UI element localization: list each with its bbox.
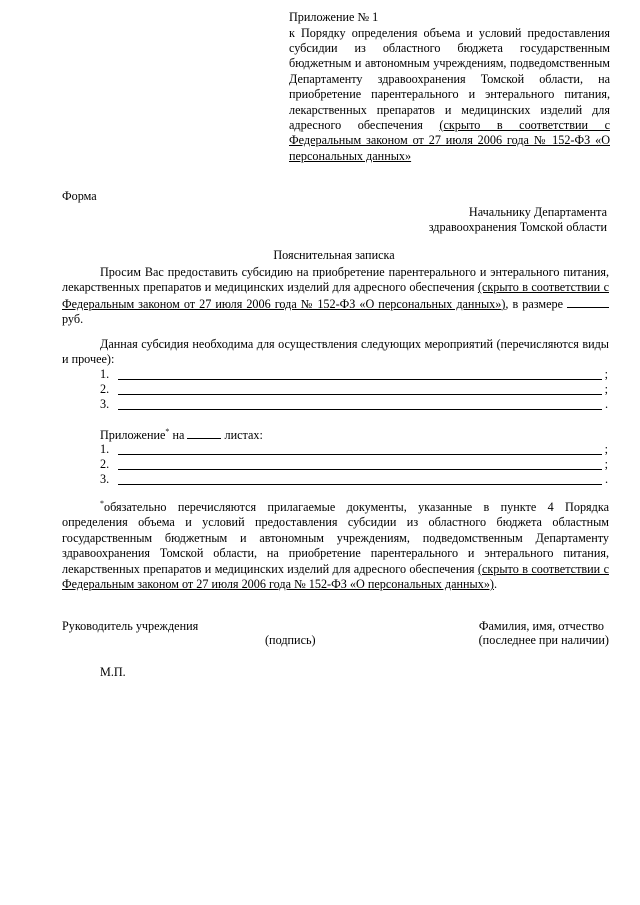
appendix-privacy-link[interactable]: (скрыто в соответствии с Федеральным законом от 27 июля 2006 года № 152-ФЗ «О персональных данных» [289, 117, 610, 163]
purpose-line-rule[interactable] [118, 379, 602, 380]
stamp-label: М.П. [100, 665, 126, 679]
request-privacy-link[interactable]: (скрыто в соответствии с Федеральным законом от 27 июля 2006 года № 152-ФЗ «О персональных данных») [62, 280, 609, 311]
request-amount-prefix: , в размере [505, 296, 563, 311]
signature-name-label: Фамилия, имя, отчество [478, 619, 604, 633]
sheets-count-field[interactable] [187, 427, 221, 439]
attachment-line-2[interactable] [100, 457, 608, 472]
footnote-mark: * [100, 498, 104, 508]
appendix-body-text: к Порядку определения объема и условий предоставления субсидии из областного бюджета государственным бюджетным и автономным учреждениям, подведомственным Департаменту здравоохранения Томской области, на приобретение парентерального и энтерального питания, лекарственных препаратов и медицинских изделий для адресного обеспечения [289, 25, 610, 132]
attachment-sheets: листах: [224, 428, 263, 442]
footnote-privacy-link[interactable]: (скрыто в соответствии с Федеральным законом от 27 июля 2006 года № 152-ФЗ «О персональных данных») [62, 561, 609, 592]
attachment-line-number: 2. [100, 457, 110, 471]
attachment-line-rule[interactable] [118, 469, 602, 470]
appendix-title: Приложение № 1 [289, 10, 379, 24]
attachment-line-end: ; [604, 442, 608, 456]
request-paragraph [62, 265, 609, 328]
attachment-line-number: 1. [100, 442, 110, 456]
purpose-line-2[interactable] [100, 382, 608, 397]
signature-head: Руководитель учреждения [62, 619, 199, 633]
attachment-footnote-mark: * [165, 426, 170, 436]
purpose-line-number: 2. [100, 382, 110, 396]
attachment-line-rule[interactable] [118, 454, 602, 455]
attachment-header [100, 427, 263, 443]
request-text: Просим Вас предоставить субсидию на приобретение парентерального и энтерального питания, лекарственных препаратов и медицинских изделий для адресного обеспечения [62, 265, 609, 295]
purpose-line-end: ; [604, 367, 608, 381]
purpose-line-number: 3. [100, 397, 110, 411]
purpose-line-rule[interactable] [118, 394, 602, 395]
attachment-line-end: ; [604, 457, 608, 471]
attachment-on: на [172, 428, 185, 442]
purpose-line-rule[interactable] [118, 409, 602, 410]
purpose-line-end: ; [604, 382, 608, 396]
page-title: Пояснительная записка [273, 248, 395, 262]
amount-field[interactable] [567, 296, 609, 308]
appendix-body [289, 26, 610, 165]
attachment-line-end: . [604, 472, 608, 486]
purpose-line-3[interactable] [100, 397, 608, 412]
signature-hint: (подпись) [265, 633, 316, 647]
purpose-line-end: . [604, 397, 608, 411]
purpose-paragraph [62, 337, 609, 368]
addressee-line-1: Начальнику Департамента [468, 205, 607, 219]
attachment-line-number: 3. [100, 472, 110, 486]
request-amount-suffix: руб. [62, 312, 84, 327]
attachment-line-rule[interactable] [118, 484, 602, 485]
attachment-line-3[interactable] [100, 472, 608, 487]
purpose-line-1[interactable] [100, 367, 608, 382]
footnote-end: . [493, 577, 498, 592]
attachment-line-1[interactable] [100, 442, 608, 457]
footnote-paragraph [62, 500, 609, 592]
footnote-text: обязательно перечисляются прилагаемые документы, указанные в пункте 4 Порядка определения объема и условий предоставления субсидии из областного бюджета областным государственным бюджетным и автономным учреждениям, подведомственным Департаменту здравоохранения Томской области, на приобретение парентерального и энтерального питания, лекарственных препаратов и медицинских изделий для адресного обеспечения [62, 500, 609, 576]
attachment-label: Приложение [100, 428, 166, 442]
form-label: Форма [62, 189, 97, 203]
purpose-text: Данная субсидия необходима для осуществления следующих мероприятий (перечисляются виды и прочее): [62, 337, 609, 367]
addressee-line-2: здравоохранения Томской области [428, 220, 607, 234]
purpose-line-number: 1. [100, 367, 110, 381]
signature-name-hint: (последнее при наличии) [478, 633, 609, 647]
